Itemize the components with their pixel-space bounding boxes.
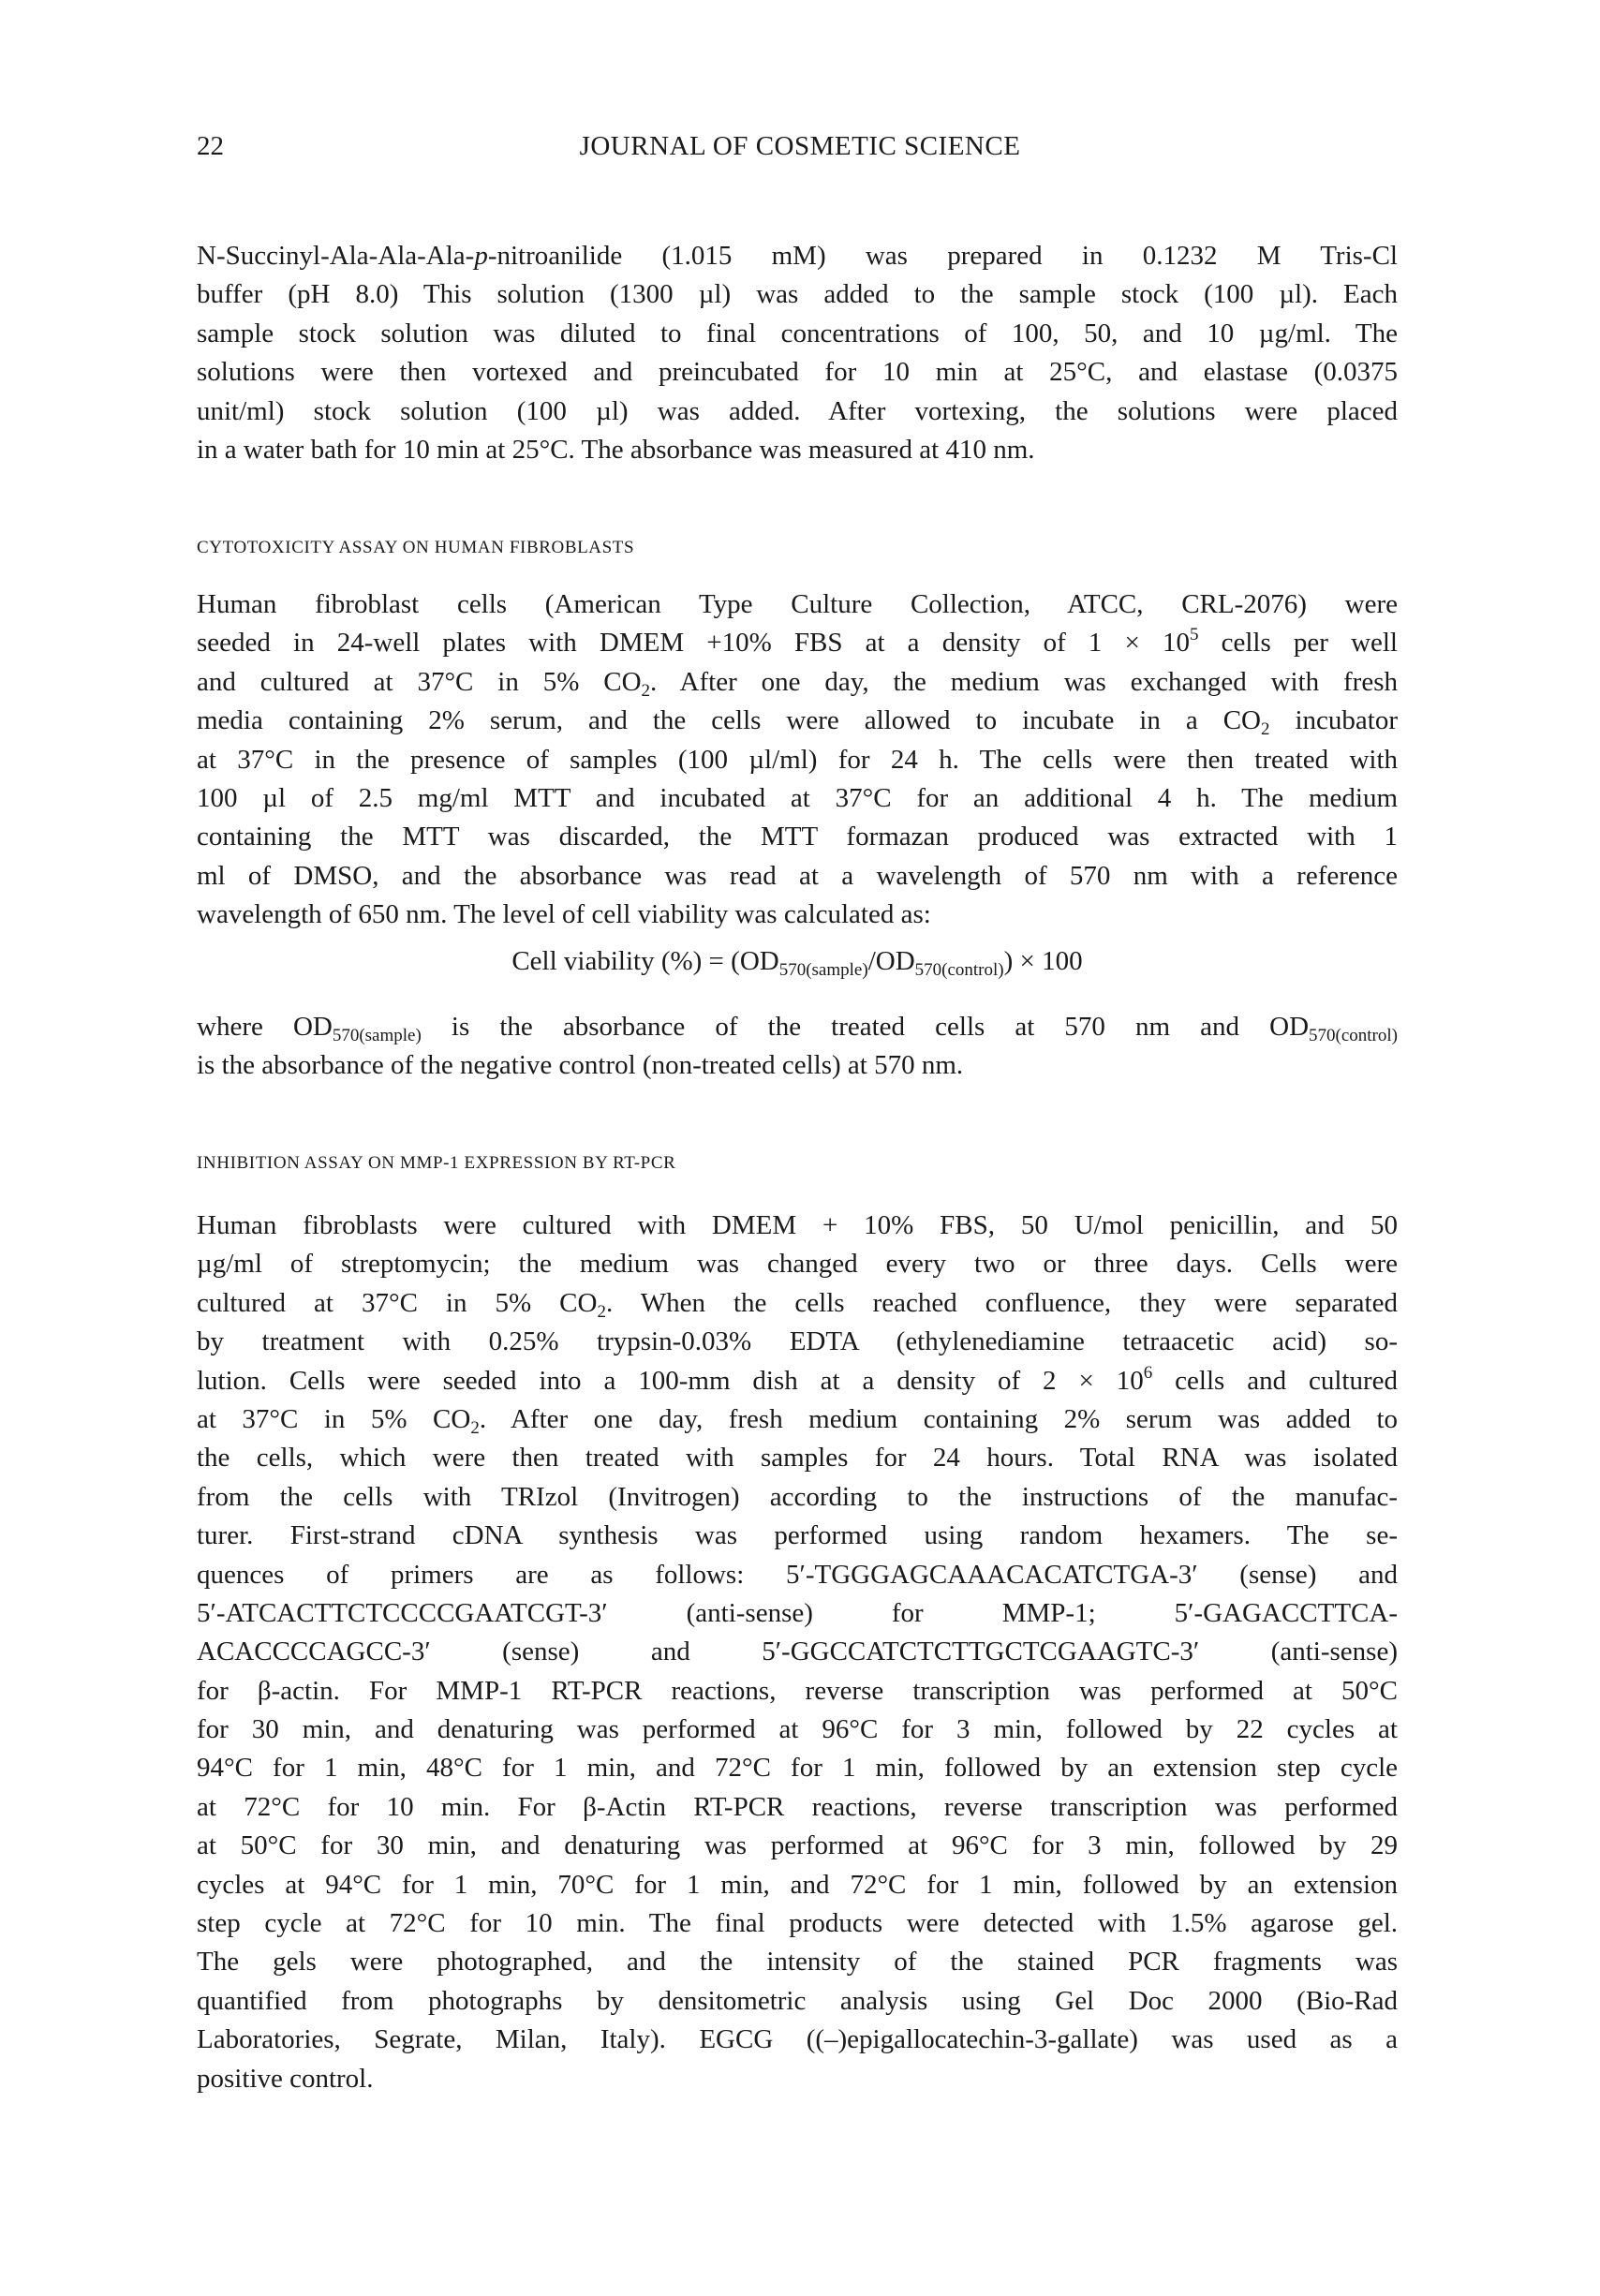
text-line: quences of primers are as follows: 5′-TGGGAGCAAACACATCTGA-3′ (sense) and xyxy=(197,1559,1398,1590)
text-segment: at 37°C in 5% CO xyxy=(197,1403,471,1434)
text-segment: 2 xyxy=(1261,719,1270,740)
text-segment: 570(sample) xyxy=(332,1026,422,1045)
formula-lhs: Cell viability (%) = (OD xyxy=(511,946,779,976)
text-line: ml of DMSO, and the absorbance was read at a wavelength of 570 nm with a reference xyxy=(197,860,1398,891)
text-segment: cultured at 37°C in 5% CO xyxy=(197,1287,598,1318)
text-line xyxy=(197,702,1398,740)
text-segment: 2 xyxy=(470,1417,480,1438)
text-line: containing the MTT was discarded, the MTT formazan produced was extracted with 1 xyxy=(197,822,1398,852)
formula-sub-control: 570(control) xyxy=(914,960,1004,980)
text-line: 100 µl of 2.5 mg/ml MTT and incubated at 37°C for an additional 4 h. The medium xyxy=(197,782,1398,813)
text-line: µg/ml of streptomycin; the medium was changed every two or three days. Cells were xyxy=(197,1249,1398,1280)
text-line: is the absorbance of the negative control (non-treated cells) at 570 nm. xyxy=(197,1050,964,1081)
formula-mid: /OD xyxy=(867,946,915,976)
text-line: sample stock solution was diluted to final concentrations of 100, 50, and 10 µg/ml. The xyxy=(197,318,1398,348)
text-line: 94°C for 1 min, 48°C for 1 min, and 72°C for 1 min, followed by an extension step cycle xyxy=(197,1753,1398,1784)
text-line: positive control. xyxy=(197,2063,374,2094)
text-line xyxy=(197,663,1398,702)
text-line: ACACCCCAGCC-3′ (sense) and 5′-GGCCATCTCTTGCTCGAAGTC-3′ (anti-sense) xyxy=(197,1637,1398,1667)
text-line xyxy=(197,1008,1398,1046)
text-segment: 570(control) xyxy=(1309,1026,1398,1045)
text-segment: p xyxy=(474,241,488,271)
text-line: at 37°C in the presence of samples (100 µl/ml) for 24 h. The cells were then treated with xyxy=(197,744,1398,775)
text-segment: N-Succinyl-Ala-Ala-Ala- xyxy=(197,241,475,271)
paragraph-cytotoxicity-assay xyxy=(197,585,1398,935)
formula-rhs: ) × 100 xyxy=(1003,946,1083,976)
text-line: Human fibroblast cells (American Type Culture Collection, ATCC, CRL-2076) were xyxy=(197,589,1398,619)
text-segment: 2 xyxy=(641,680,651,701)
text-segment: 5 xyxy=(1190,625,1199,645)
paragraph-elastase-method xyxy=(197,237,1398,469)
text-line: by treatment with 0.25% trypsin-0.03% EDTA (ethylenediamine tetraacetic acid) so- xyxy=(197,1326,1398,1357)
text-segment: . When the cells reached confluence, they were separated xyxy=(605,1287,1398,1318)
text-segment: where OD xyxy=(197,1012,333,1042)
cell-viability-formula xyxy=(197,946,1398,980)
text-segment: media containing 2% serum, and the cells were allowed to incubate in a CO xyxy=(197,705,1261,736)
text-line: Laboratories, Segrate, Milan, Italy). EGCG ((–)epigallocatechin-3-gallate) was used as a xyxy=(197,2024,1398,2055)
text-line: buffer (pH 8.0) This solution (1300 µl) was added to the sample stock (100 µl). Each xyxy=(197,279,1398,310)
paragraph-formula-explanation xyxy=(197,1008,1398,1086)
text-line: Human fibroblasts were cultured with DMEM + 10% FBS, 50 U/mol penicillin, and 50 xyxy=(197,1210,1398,1240)
text-segment: . After one day, fresh medium containing 2% serum was added to xyxy=(479,1403,1398,1434)
text-line xyxy=(197,1284,1398,1323)
text-line: step cycle at 72°C for 10 min. The final products were detected with 1.5% agarose gel. xyxy=(197,1908,1398,1939)
page-number: 22 xyxy=(197,131,224,161)
running-header-journal-title: JOURNAL OF COSMETIC SCIENCE xyxy=(579,131,1021,161)
text-line: at 72°C for 10 min. For β-Actin RT-PCR reactions, reverse transcription was performed xyxy=(197,1791,1398,1822)
text-line xyxy=(197,1362,1398,1400)
text-segment: and cultured at 37°C in 5% CO xyxy=(197,666,642,697)
text-line: quantified from photographs by densitometric analysis using Gel Doc 2000 (Bio-Rad xyxy=(197,1985,1398,2016)
text-line xyxy=(197,624,1398,662)
text-line: in a water bath for 10 min at 25°C. The absorbance was measured at 410 nm. xyxy=(197,434,1035,465)
text-line: for β-actin. For MMP-1 RT-PCR reactions, reverse transcription was performed at 50°C xyxy=(197,1675,1398,1706)
text-segment: cells and cultured xyxy=(1152,1365,1398,1396)
text-line: solutions were then vortexed and preincubated for 10 min at 25°C, and elastase (0.0375 xyxy=(197,357,1398,388)
text-line: 5′-ATCACTTCTCCCCGAATCGT-3′ (anti-sense) for MMP-1; 5′-GAGACCTTCA- xyxy=(197,1597,1398,1628)
section-heading-cytotoxicity: CYTOTOXICITY ASSAY ON HUMAN FIBROBLASTS xyxy=(197,538,635,557)
text-line: unit/ml) stock solution (100 µl) was added. After vortexing, the solutions were placed xyxy=(197,395,1398,426)
text-segment: is the absorbance of the treated cells at 570 nm and OD xyxy=(421,1012,1310,1042)
text-segment: lution. Cells were seeded into a 100-mm dish at a density of 2 × 10 xyxy=(197,1365,1144,1396)
paragraph-rt-pcr-method xyxy=(197,1207,1398,2098)
text-line xyxy=(197,1400,1398,1439)
text-segment: 6 xyxy=(1143,1362,1153,1383)
text-line: turer. First-strand cDNA synthesis was performed using random hexamers. The se- xyxy=(197,1520,1398,1551)
text-line: at 50°C for 30 min, and denaturing was performed at 96°C for 3 min, followed by 29 xyxy=(197,1830,1398,1861)
text-segment: incubator xyxy=(1269,705,1399,736)
text-line: the cells, which were then treated with samples for 24 hours. Total RNA was isolated xyxy=(197,1443,1398,1474)
text-segment: cells per well xyxy=(1198,628,1398,659)
text-line: from the cells with TRIzol (Invitrogen) according to the instructions of the manufac- xyxy=(197,1481,1398,1512)
text-line xyxy=(197,237,1398,275)
text-segment: . After one day, the medium was exchanged with fresh xyxy=(650,666,1398,697)
text-segment: 2 xyxy=(597,1301,606,1322)
formula-sub-sample: 570(sample) xyxy=(778,960,868,980)
text-line: wavelength of 650 nm. The level of cell viability was calculated as: xyxy=(197,899,931,930)
section-heading-mmp1-inhibition: INHIBITION ASSAY ON MMP-1 EXPRESSION BY RT-PCR xyxy=(197,1153,676,1173)
text-line: for 30 min, and denaturing was performed at 96°C for 3 min, followed by 22 cycles at xyxy=(197,1714,1398,1745)
text-line: cycles at 94°C for 1 min, 70°C for 1 min, and 72°C for 1 min, followed by an extension xyxy=(197,1869,1398,1900)
text-line: The gels were photographed, and the intensity of the stained PCR fragments was xyxy=(197,1947,1398,1978)
text-segment: -nitroanilide (1.015 mM) was prepared in 0.1232 M Tris-Cl xyxy=(487,241,1398,271)
text-segment: seeded in 24-well plates with DMEM +10% FBS at a density of 1 × 10 xyxy=(197,628,1190,659)
